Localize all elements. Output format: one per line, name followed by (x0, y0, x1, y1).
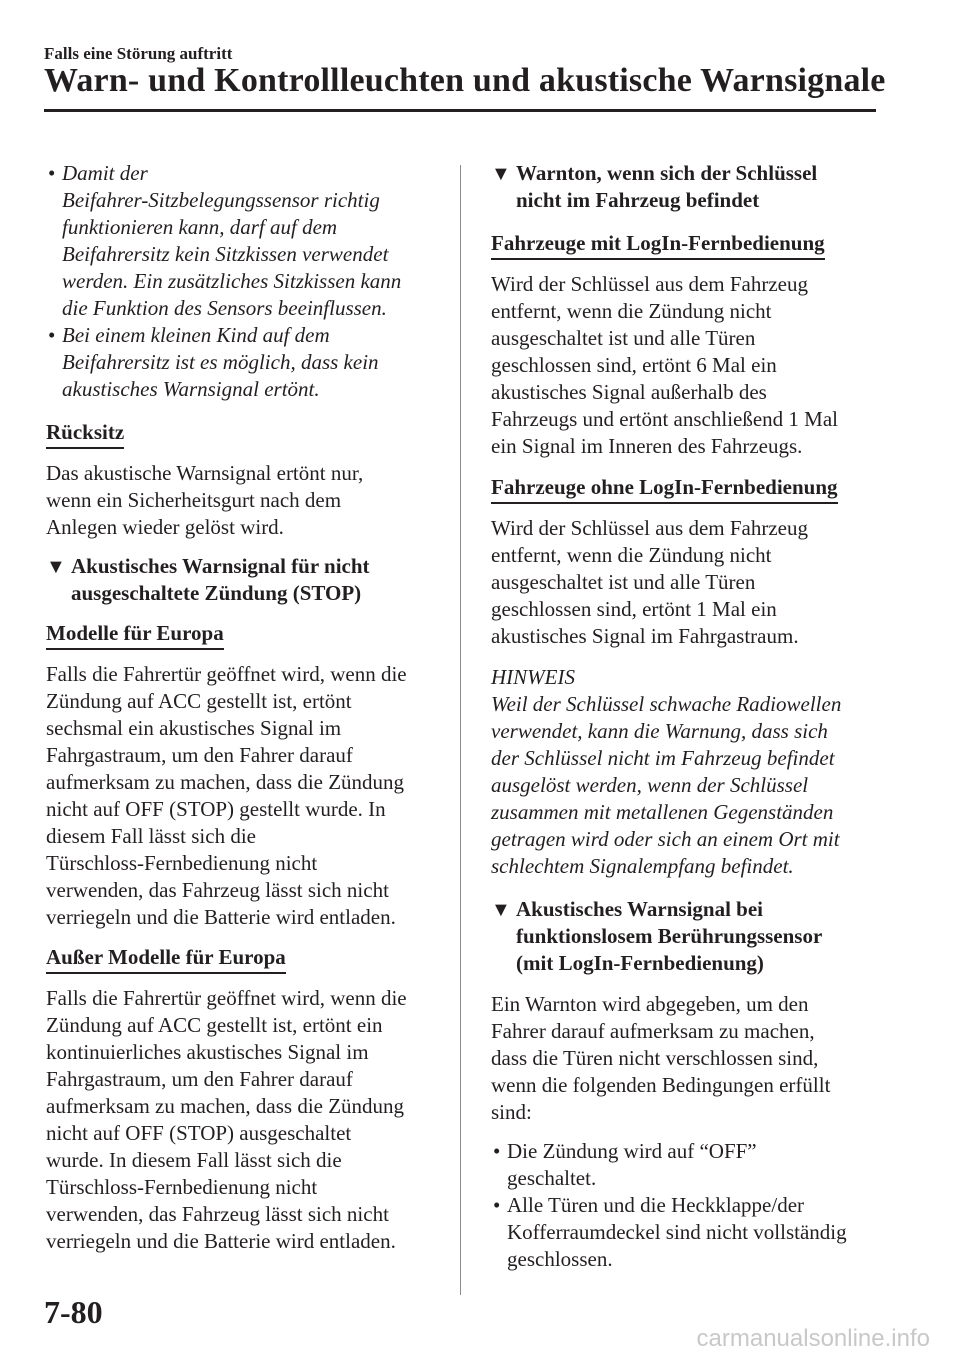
text-line: diesem Fall lässt sich die (46, 824, 256, 848)
page-number: 7-80 (44, 1294, 103, 1330)
section-heading-zuendung (46, 553, 438, 607)
text-line: wurde. In diesem Fall lässt sich die (46, 1148, 342, 1172)
text-line: nicht im Fahrzeug befindet (516, 188, 760, 212)
text-line: Die Zündung wird auf “OFF” (507, 1139, 757, 1163)
text-line: entfernt, wenn die Zündung nicht (491, 543, 772, 567)
text-line: der Schlüssel nicht im Fahrzeug befindet (491, 746, 835, 770)
subheading-mit-login: Fahrzeuge mit LogIn-Fernbedienung (491, 230, 825, 260)
text-line: aufmerksam zu machen, dass die Zündung (46, 1094, 405, 1118)
triangle-icon: ▼ (491, 899, 511, 921)
text-line: Beifahrersitz ist es möglich, dass kein (62, 350, 379, 374)
section-heading-sensor (491, 896, 883, 977)
text-line: sind: (491, 1100, 532, 1124)
triangle-icon: ▼ (46, 556, 66, 578)
text-line: Wird der Schlüssel aus dem Fahrzeug (491, 516, 808, 540)
text-line: akustisches Signal im Fahrgastraum. (491, 624, 799, 648)
text-line: nicht auf OFF (STOP) gestellt wurde. In (46, 797, 386, 821)
triangle-icon: ▼ (491, 163, 511, 185)
text-line: die Funktion des Sensors beeinflussen. (62, 296, 387, 320)
section-heading-warnton (491, 160, 883, 214)
text-line: geschaltet. (507, 1166, 597, 1190)
text-line: ausgelöst werden, wenn der Schlüssel (491, 773, 809, 797)
text-line: akustisches Signal außerhalb des (491, 380, 767, 404)
text-line: ein Signal im Inneren des Fahrzeugs. (491, 434, 803, 458)
text-line: Wird der Schlüssel aus dem Fahrzeug (491, 272, 808, 296)
text-line: Akustisches Warnsignal bei (516, 897, 764, 921)
header-rule (44, 109, 876, 112)
text-line: Damit der (62, 161, 148, 185)
text-line: ausgeschaltet ist und alle Türen (491, 570, 756, 594)
text-line: kontinuierliches akustisches Signal im (46, 1040, 369, 1064)
bullet-icon: • (48, 323, 56, 347)
text-line: Fahrzeugs und ertönt anschließend 1 Mal (491, 407, 838, 431)
text-line: getragen wird oder sich an einem Ort mit (491, 827, 840, 851)
bullet-item (491, 1192, 883, 1273)
right-column (491, 160, 883, 1273)
text-line: Kofferraumdeckel sind nicht vollständig (507, 1220, 847, 1244)
paragraph-europa (46, 661, 438, 931)
text-line: Falls die Fahrertür geöffnet wird, wenn die (46, 986, 407, 1010)
text-line: Zündung auf ACC gestellt ist, ertönt ein (46, 1013, 383, 1037)
text-line: verriegeln und die Batterie wird entladen. (46, 905, 396, 929)
subheading-ausser-europa: Außer Modelle für Europa (46, 944, 286, 974)
text-line: wenn die folgenden Bedingungen erfüllt (491, 1073, 831, 1097)
text-line: geschlossen. (507, 1247, 613, 1271)
text-line: verwenden, das Fahrzeug lässt sich nicht (46, 878, 389, 902)
text-line: Fahrgastraum, um den Fahrer darauf (46, 743, 353, 767)
text-line: (mit LogIn-Fernbedienung) (516, 951, 764, 975)
bullet-item (46, 160, 438, 322)
text-line: geschlossen sind, ertönt 1 Mal ein (491, 597, 777, 621)
text-line: Bei einem kleinen Kind auf dem (62, 323, 330, 347)
subheading-ohne-login: Fahrzeuge ohne LogIn-Fernbedienung (491, 474, 838, 504)
bullet-icon: • (493, 1193, 501, 1217)
text-line: schlechtem Signalempfang befindet. (491, 854, 794, 878)
subheading-europa: Modelle für Europa (46, 620, 224, 650)
text-line: werden. Ein zusätzliches Sitzkissen kann (62, 269, 402, 293)
paragraph-ausser-europa (46, 985, 438, 1255)
text-line: wenn ein Sicherheitsgurt nach dem (46, 488, 342, 512)
text-line: dass die Türen nicht verschlossen sind, (491, 1046, 819, 1070)
text-line: Falls die Fahrertür geöffnet wird, wenn die (46, 662, 407, 686)
text-line: Fahrer darauf aufmerksam zu machen, (491, 1019, 815, 1043)
text-line: verwenden, das Fahrzeug lässt sich nicht (46, 1202, 389, 1226)
text-line: Das akustische Warnsignal ertönt nur, (46, 461, 364, 485)
paragraph-sensor (491, 991, 883, 1126)
text-line: geschlossen sind, ertönt 6 Mal ein (491, 353, 777, 377)
bullet-icon: • (493, 1139, 501, 1163)
text-line: ausgeschaltete Zündung (STOP) (71, 581, 362, 605)
column-divider (460, 165, 461, 1295)
text-line: Weil der Schlüssel schwache Radiowellen (491, 692, 842, 716)
note-body (491, 691, 883, 880)
text-line: zusammen mit metallenen Gegenständen (491, 800, 834, 824)
text-line: nicht auf OFF (STOP) ausgeschaltet (46, 1121, 352, 1145)
text-line: sechsmal ein akustisches Signal im (46, 716, 342, 740)
text-line: Akustisches Warnsignal für nicht (71, 554, 370, 578)
watermark: carmanualsonline.info (696, 1325, 930, 1352)
bullet-icon: • (48, 161, 56, 185)
text-line: verriegeln und die Batterie wird entladen. (46, 1229, 396, 1253)
text-line: Warnton, wenn sich der Schlüssel (516, 161, 818, 185)
text-line: ausgeschaltet ist und alle Türen (491, 326, 756, 350)
text-line: aufmerksam zu machen, dass die Zündung (46, 770, 405, 794)
text-line: Fahrgastraum, um den Fahrer darauf (46, 1067, 353, 1091)
bullet-item (46, 322, 438, 403)
chapter-subtitle: Falls eine Störung auftritt (44, 44, 233, 63)
text-line: Alle Türen und die Heckklappe/der (507, 1193, 805, 1217)
text-line: Türschloss-Fernbedienung nicht (46, 1175, 318, 1199)
paragraph-ruecksitz (46, 460, 438, 541)
text-line: verwendet, kann die Warnung, dass sich (491, 719, 828, 743)
paragraph-ohne-login (491, 515, 883, 650)
text-line: Türschloss-Fernbedienung nicht (46, 851, 318, 875)
page-title: Warn- und Kontrollleuchten und akustische Warnsignale (44, 62, 886, 99)
text-line: Anlegen wieder gelöst wird. (46, 515, 284, 539)
text-line: entfernt, wenn die Zündung nicht (491, 299, 772, 323)
paragraph-mit-login (491, 271, 883, 460)
text-line: funktionslosem Berührungssensor (516, 924, 823, 948)
text-line: Ein Warnton wird abgegeben, um den (491, 992, 809, 1016)
text-line: Zündung auf ACC gestellt ist, ertönt (46, 689, 352, 713)
text-line: akustisches Warnsignal ertönt. (62, 377, 320, 401)
note-title: HINWEIS (491, 665, 575, 689)
subheading-ruecksitz: Rücksitz (46, 419, 124, 449)
text-line: Beifahrersitz kein Sitzkissen verwendet (62, 242, 389, 266)
left-column (46, 160, 438, 1255)
text-line: funktionieren kann, darf auf dem (62, 215, 338, 239)
bullet-item (491, 1138, 883, 1192)
text-line: Beifahrer-Sitzbelegungssensor richtig (62, 188, 380, 212)
